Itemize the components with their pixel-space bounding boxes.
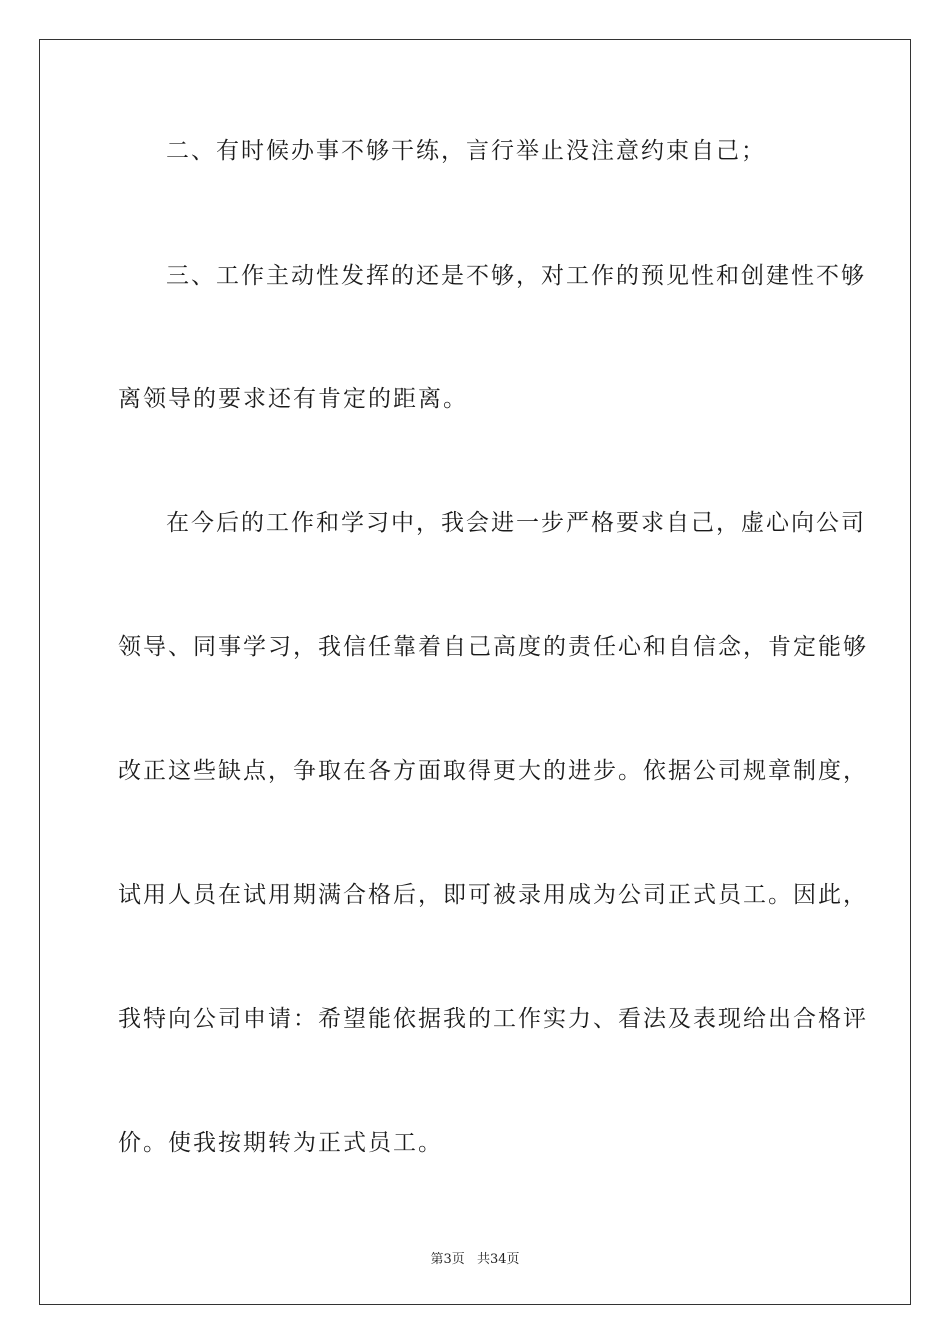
paragraph-line-9: 价。使我按期转为正式员工。 — [118, 1130, 443, 1156]
paragraph-line-4: 在今后的工作和学习中，我会进一步严格要求自己，虚心向公司 — [166, 510, 866, 536]
paragraph-line-6: 改正这些缺点，争取在各方面取得更大的进步。依据公司规章制度， — [118, 758, 868, 784]
page-number-total: 共34页 — [476, 1252, 520, 1267]
page-number-current: 第3页 — [430, 1252, 465, 1267]
paragraph-line-7: 试用人员在试用期满合格后，即可被录用成为公司正式员工。因此， — [118, 882, 868, 908]
page-frame — [39, 39, 911, 1305]
page-footer — [0, 1248, 950, 1267]
paragraph-line-8: 我特向公司申请：希望能依据我的工作实力、看法及表现给出合格评 — [118, 1006, 868, 1032]
paragraph-line-5: 领导、同事学习，我信任靠着自己高度的责任心和自信念，肯定能够 — [118, 634, 868, 660]
paragraph-line-2: 三、工作主动性发挥的还是不够，对工作的预见性和创建性不够 — [166, 263, 866, 289]
paragraph-line-3: 离领导的要求还有肯定的距离。 — [118, 386, 468, 412]
paragraph-line-1: 二、有时候办事不够干练，言行举止没注意约束自己； — [166, 138, 766, 164]
